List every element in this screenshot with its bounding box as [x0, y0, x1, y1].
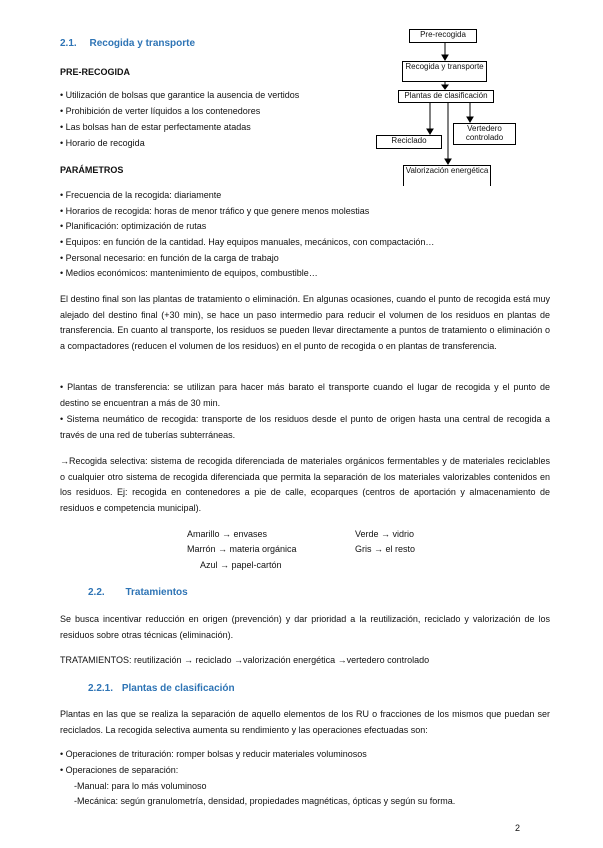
pre-recogida-heading: PRE-RECOGIDA [60, 67, 131, 77]
list-item: • Horario de recogida [60, 138, 145, 148]
list-item: • Frecuencia de la recogida: diariamente [60, 190, 222, 200]
plantas-paragraph: Plantas en las que se realiza la separación de aquello elementos de los RU o fracciones de los mismos que puedan ser reciclados. La recogida selectiva aumenta su rendimiento y las operaciones efectuadas son: [60, 709, 550, 735]
section-title: Recogida y transporte [89, 38, 196, 49]
section-number: 2.2.1. [88, 683, 114, 694]
page-number: 2 [515, 823, 521, 833]
color-marron: Marrón → materia orgánica [187, 544, 297, 554]
box-pre-recogida: Pre-recogida [409, 29, 477, 43]
list-item: • Prohibición de verter líquidos a los contenedores [60, 106, 261, 116]
sub-list-item: -Mecánica: según granulometría, densidad, propiedades magnéticas, ópticas y según su forma. [74, 796, 456, 806]
arrow-head [442, 85, 448, 89]
list-item: • Las bolsas han de estar perfectamente atadas [60, 122, 251, 132]
list-item: • Operaciones de trituración: romper bolsas y reducir materiales voluminosos [60, 749, 367, 759]
selectiva-paragraph: →Recogida selectiva: sistema de recogida diferenciada de materiales orgánicos fermentables y de materiales reciclables o cualquier otro sistema de recogida diferenciada que permita la separación de los materiales valorizables contenidos en los residuos. Ej: recogida en contenedores a pie de calle, ecoparques (centros de aportación y almacenamiento de residuos e competencia municipal). [60, 456, 550, 514]
box-vertedero-controlado: Vertedero controlado [453, 123, 516, 145]
color-verde: Verde → vidrio [355, 529, 415, 539]
section-2-2-1-heading [88, 683, 235, 694]
neumatico-paragraph: • Sistema neumático de recogida: transporte de los residuos desde el punto de origen hasta una central de recogida a través de una red de tuberías subterráneas. [60, 414, 550, 440]
color-azul: Azul → papel-cartón [200, 560, 282, 570]
color-gris: Gris → el resto [355, 544, 416, 554]
arrow-head [445, 159, 451, 164]
box-recogida-transporte: Recogida y transporte [402, 61, 487, 82]
parametros-heading: PARÁMETROS [60, 165, 124, 175]
destino-paragraph: El destino final son las plantas de tratamiento o eliminación. En algunas ocasiones, cuando el punto de recogida está muy alejado del destino final (+30 min), se hace un paso intermedio para reducir el volumen de los residuos en plantas de transferencia. En cuanto al transporte, los residuos se pueden llevar directamente a puntos de tratamiento o eliminación o a compactadores (reducen el volumen de los residuos) en el punto de recogida o en plantas de transferencia. [60, 294, 550, 352]
transferencia-paragraph: • Plantas de transferencia: se utilizan para hacer más barato el transporte cuando el lugar de recogida y el punto de destino se encuentran a más de 30 min. [60, 382, 550, 408]
section-2-2-heading [88, 587, 188, 598]
tratamientos-line: TRATAMIENTOS: reutilización → reciclado →valorización energética →vertedero controlado [60, 655, 430, 665]
arrow-head [467, 117, 473, 122]
list-item: • Operaciones de separación: [60, 765, 179, 775]
box-plantas-clasificacion: Plantas de clasificación [398, 90, 494, 103]
arrow-head [442, 55, 448, 60]
box-valorizacion-energetica: Valorización energética [403, 165, 491, 186]
list-item: • Personal necesario: en función de la carga de trabajo [60, 253, 279, 263]
box-reciclado: Reciclado [376, 135, 442, 149]
section-title: Tratamientos [125, 587, 188, 598]
list-item: • Equipos: en función de la cantidad. Hay equipos manuales, mecánicos, con compactación… [60, 237, 435, 247]
list-item: • Medios económicos: mantenimiento de equipos, combustible… [60, 268, 318, 278]
section-number: 2.1. [60, 38, 77, 49]
section-title: Plantas de clasificación [121, 683, 235, 694]
tratamientos-paragraph: Se busca incentivar reducción en origen (prevención) y dar prioridad a la reutilización, reciclado y valorización de los residuos sobre otras técnicas (eliminación). [60, 614, 550, 640]
list-item: • Utilización de bolsas que garantice la ausencia de vertidos [60, 90, 300, 100]
arrow-head [427, 129, 433, 134]
section-number: 2.2. [88, 587, 105, 598]
list-item: • Planificación: optimización de rutas [60, 221, 207, 231]
color-amarillo: Amarillo → envases [187, 529, 268, 539]
list-item: • Horarios de recogida: horas de menor tráfico y que genere menos molestias [60, 206, 370, 216]
sub-list-item: -Manual: para lo más voluminoso [74, 781, 207, 791]
